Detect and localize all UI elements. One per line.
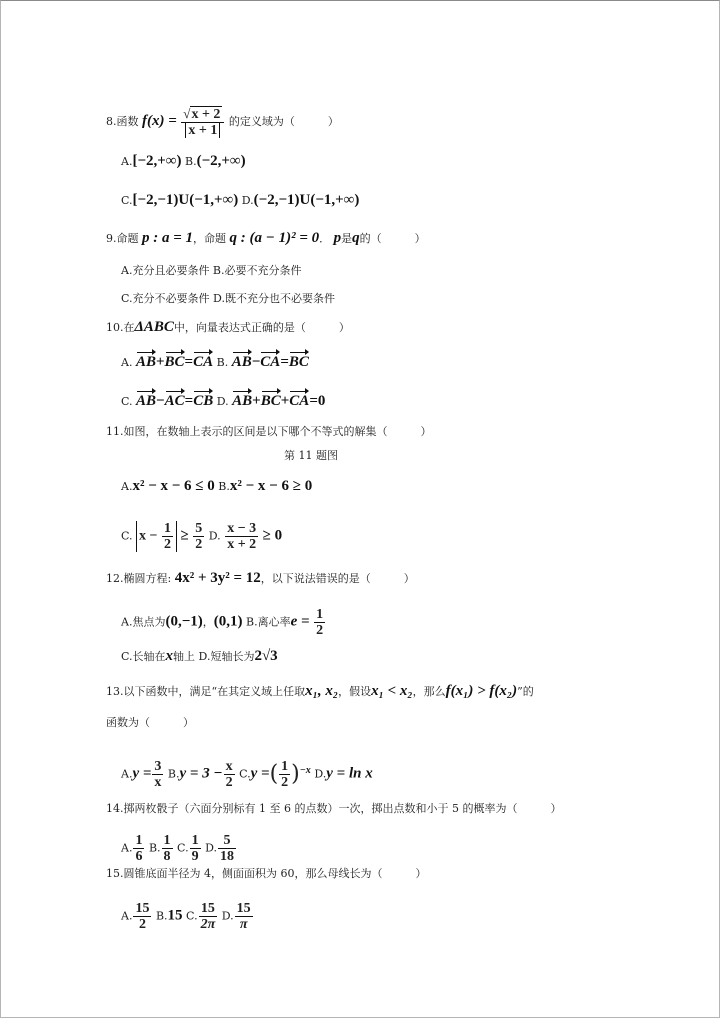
q14-c-label: C. — [177, 841, 189, 855]
q15-d-fraction — [235, 901, 253, 932]
q13-d-label: D. — [314, 767, 327, 781]
q8-option-c: [−2,−1)U(−1,+∞) — [132, 192, 239, 208]
q13-condition: x₁ < x₂ — [371, 683, 413, 699]
q9-proposition-p: p : a = 1 — [142, 230, 194, 246]
q14-c-fraction — [190, 833, 201, 864]
q10-b-minus: − — [251, 354, 261, 370]
q14-b-den: 8 — [163, 849, 171, 864]
q11-stem: 11.如图，在数轴上表示的区间是以下哪个不等式的解集（ ） — [106, 425, 432, 438]
q8-options-cd — [121, 192, 359, 209]
q14-d-label: D. — [205, 841, 218, 855]
q10-d-plus1: + — [252, 393, 261, 409]
q12-c-x: x — [165, 648, 174, 664]
q9-prefix: 9.命题 — [106, 232, 139, 245]
q12-b-e: e = — [290, 613, 310, 630]
q9-q: q — [352, 230, 360, 246]
q13-c-rparen: ) — [291, 761, 300, 787]
q10-b-vec-ab: AB — [231, 354, 252, 370]
q15-a-den: 2 — [138, 917, 146, 932]
q8-lhs: f(x) = — [142, 113, 177, 130]
q11-a-label: A. — [121, 480, 133, 493]
q8-b-label: B. — [184, 155, 197, 168]
q11-options-cd — [121, 521, 282, 552]
q15-a-fraction — [133, 901, 151, 932]
q10-b-label: B. — [216, 356, 229, 369]
q11-options-ab — [121, 478, 312, 495]
q8-options-ab — [121, 153, 246, 170]
q9-stem — [106, 230, 426, 247]
q13-c-den: 2 — [281, 775, 289, 790]
q9-options-ab: A.充分且必要条件 B.必要不充分条件 — [121, 264, 302, 277]
q10-d-plus2: + — [280, 393, 290, 409]
q11-d-ge: ≥ 0 — [262, 527, 283, 544]
q14-a-fraction — [133, 833, 144, 864]
q9-suffix: 的（ ） — [359, 232, 426, 245]
q11-c-label: C. — [121, 529, 133, 543]
q10-stem — [106, 319, 350, 336]
q10-a-eq: = — [184, 354, 194, 370]
q8-d-label: D. — [241, 194, 254, 207]
q10-d-zero: 0 — [317, 393, 326, 409]
q12-a-text: A.焦点为 — [121, 615, 166, 629]
q10-c-vec-ab: AB — [136, 393, 157, 409]
q10-c-vec-ac: AC — [164, 393, 185, 409]
q14-c-den: 9 — [191, 849, 199, 864]
q11-c-fraction — [162, 521, 173, 552]
q14-b-num: 1 — [163, 833, 171, 848]
q10-options-cd — [121, 393, 325, 410]
q8-sqrt-numerator: x + 2 — [191, 107, 221, 122]
q10-a-vec-bc: BC — [164, 354, 185, 370]
q11-c-rden: 2 — [195, 537, 203, 552]
q12-c-text: C.长轴在 — [121, 650, 166, 663]
q10-b-vec-bc: BC — [288, 354, 309, 370]
q10-d-vec-bc: BC — [260, 393, 281, 409]
q12-suffix: ，以下说法错误的是（ ） — [260, 572, 415, 585]
q14-a-label: A. — [121, 841, 133, 855]
q15-d-label: D. — [221, 909, 234, 923]
q13-a-fraction — [152, 759, 163, 790]
q12-b-den: 2 — [316, 623, 324, 638]
q15-c-fraction — [199, 901, 218, 932]
q8-prefix: 8.函数 — [106, 115, 139, 129]
q10-d-vec-ab: AB — [232, 393, 253, 409]
q11-c-num: 1 — [164, 521, 172, 536]
q11-option-a: x² − x − 6 ≤ 0 — [132, 478, 215, 494]
q14-d-num: 5 — [218, 833, 236, 849]
q11-option-b: x² − x − 6 ≥ 0 — [229, 478, 313, 494]
q13-a-label: A. — [121, 767, 133, 781]
q10-b-vec-ca: CA — [260, 354, 281, 370]
q12-options-ab — [121, 607, 326, 638]
q12-stem — [106, 570, 415, 587]
q14-d-fraction — [218, 833, 236, 864]
q11-c-rhs — [193, 521, 204, 552]
q12-c-text2: 轴上 D.短轴长为 — [173, 650, 255, 663]
q8-option-a: [−2,+∞) — [132, 153, 182, 169]
q11-c-x: x − — [139, 528, 158, 544]
q15-d-num: 15 — [236, 901, 251, 916]
q10-d-vec-ca: CA — [289, 393, 310, 409]
q15-d-den: π — [239, 917, 248, 932]
q13-c-exponent: −x — [299, 764, 311, 776]
q10-b-eq: = — [280, 354, 289, 370]
q11-b-label: B. — [218, 480, 230, 493]
q14-d-den: 18 — [220, 849, 235, 864]
q13-a-num: 3 — [154, 759, 162, 774]
q13-options — [121, 759, 373, 790]
q13-b-fraction — [224, 759, 235, 790]
q13-text-c: ，那么 — [412, 685, 446, 698]
q13-c-fraction — [279, 759, 290, 790]
q13-c-y: y = — [250, 765, 270, 782]
q10-a-label: A. — [121, 356, 133, 369]
q15-a-num: 15 — [135, 901, 150, 916]
q13-c-lparen: ( — [269, 761, 279, 787]
q15-b-label: B. — [155, 909, 168, 923]
q10-a-plus: + — [155, 354, 165, 370]
q12-b-text: B.离心率 — [246, 615, 291, 629]
q8-option-d: (−2,−1)U(−1,+∞) — [253, 192, 360, 208]
q8-c-label: C. — [121, 194, 133, 207]
q12-a-point2: (0,1) — [213, 613, 243, 630]
q13-b-y: y = 3 − — [179, 765, 223, 782]
q12-a-point1: (0,−1) — [165, 613, 203, 630]
q12-d-value: 2√3 — [254, 648, 278, 664]
q11-d-fraction — [225, 521, 258, 552]
q8-a-label: A. — [121, 155, 133, 168]
q11-figure-caption: 第 11 题图 — [284, 449, 338, 462]
q13-text-a: 13.以下函数中，满足“在其定义域上任取 — [106, 685, 306, 698]
q14-b-label: B. — [148, 841, 161, 855]
q13-x1x2: x₁, x₂ — [305, 683, 339, 699]
q14-stem: 14.掷两枚骰子（六面分别标有 1 至 6 的点数）一次，掷出点数和小于 5 的概率为（ ） — [106, 802, 562, 815]
q8-suffix: 的定义域为（ ） — [228, 115, 339, 129]
q12-a-sep: ， — [202, 615, 214, 629]
q10-c-vec-cb: CB — [193, 393, 214, 409]
q14-c-num: 1 — [191, 833, 199, 848]
q10-options-ab — [121, 354, 309, 371]
q13-a-y: y = — [132, 765, 152, 782]
q10-c-eq: = — [184, 393, 194, 409]
q10-prefix: 10.在 — [106, 321, 135, 334]
q11-d-den: x + 2 — [227, 537, 257, 552]
q14-a-num: 1 — [135, 833, 143, 848]
q9-is: 是 — [341, 232, 353, 245]
q11-d-num: x − 3 — [227, 521, 257, 536]
q14-b-fraction — [162, 833, 173, 864]
q13-text-d: ”的 — [517, 685, 534, 698]
q11-c-den: 2 — [164, 537, 172, 552]
q10-c-label: C. — [121, 395, 133, 408]
q9-proposition-q: q : (a − 1)² = 0 — [229, 230, 320, 246]
q15-c-label: C. — [186, 909, 198, 923]
q8-stem — [106, 106, 339, 138]
q11-d-label: D. — [208, 529, 221, 543]
q15-a-label: A. — [121, 909, 133, 923]
q13-result: f(x₁) > f(x₂) — [445, 683, 518, 699]
q15-options — [121, 901, 254, 932]
q10-a-vec-ca: CA — [193, 354, 214, 370]
q13-stem-line1 — [106, 683, 534, 700]
q12-equation: 4x² + 3y² = 12 — [174, 570, 261, 586]
q13-stem-line2: 函数为（ ） — [106, 716, 194, 729]
q10-c-minus: − — [156, 393, 165, 409]
q11-c-abs — [136, 521, 177, 552]
q12-b-num: 1 — [316, 607, 324, 622]
q12-prefix: 12.椭圆方程: — [106, 572, 172, 585]
q8-abs-denominator: x + 1 — [185, 123, 220, 138]
q9-period: ． — [319, 232, 331, 245]
q15-c-den: 2π — [200, 917, 216, 932]
q11-c-ge: ≥ — [180, 527, 189, 544]
q13-b-den: 2 — [225, 775, 233, 790]
q9-options-cd: C.充分不必要条件 D.既不充分也不必要条件 — [121, 292, 335, 305]
q15-b-value: 15 — [167, 907, 183, 924]
q10-triangle: ΔABC — [134, 319, 174, 335]
q13-text-b: ，假设 — [338, 685, 372, 698]
q13-c-num: 1 — [281, 759, 289, 774]
q9-mid: ，命题 — [193, 232, 227, 245]
q15-c-num: 15 — [199, 901, 218, 917]
q13-b-num: x — [225, 759, 233, 774]
q8-option-b: (−2,+∞) — [196, 153, 246, 169]
q13-d-y: y = ln x — [326, 765, 373, 782]
q12-b-fraction — [314, 607, 325, 638]
q14-options — [121, 833, 237, 864]
q9-p: p — [333, 230, 342, 246]
q13-a-den: x — [154, 775, 162, 790]
q11-c-rnum: 5 — [195, 521, 203, 536]
q14-a-den: 6 — [135, 849, 143, 864]
q10-d-label: D. — [216, 395, 229, 408]
q13-b-label: B. — [167, 767, 180, 781]
q15-stem: 15.圆锥底面半径为 4，侧面面积为 60，那么母线长为（ ） — [106, 867, 427, 880]
q10-a-vec-ab: AB — [135, 354, 156, 370]
q12-options-cd — [121, 648, 278, 665]
q13-c-label: C. — [239, 767, 251, 781]
q8-fraction: $\frac{√x + 2}{x + 1}$ — [181, 106, 224, 138]
q10-d-eq: = — [309, 393, 318, 409]
q10-suffix: 中，向量表达式正确的是（ ） — [173, 321, 350, 334]
